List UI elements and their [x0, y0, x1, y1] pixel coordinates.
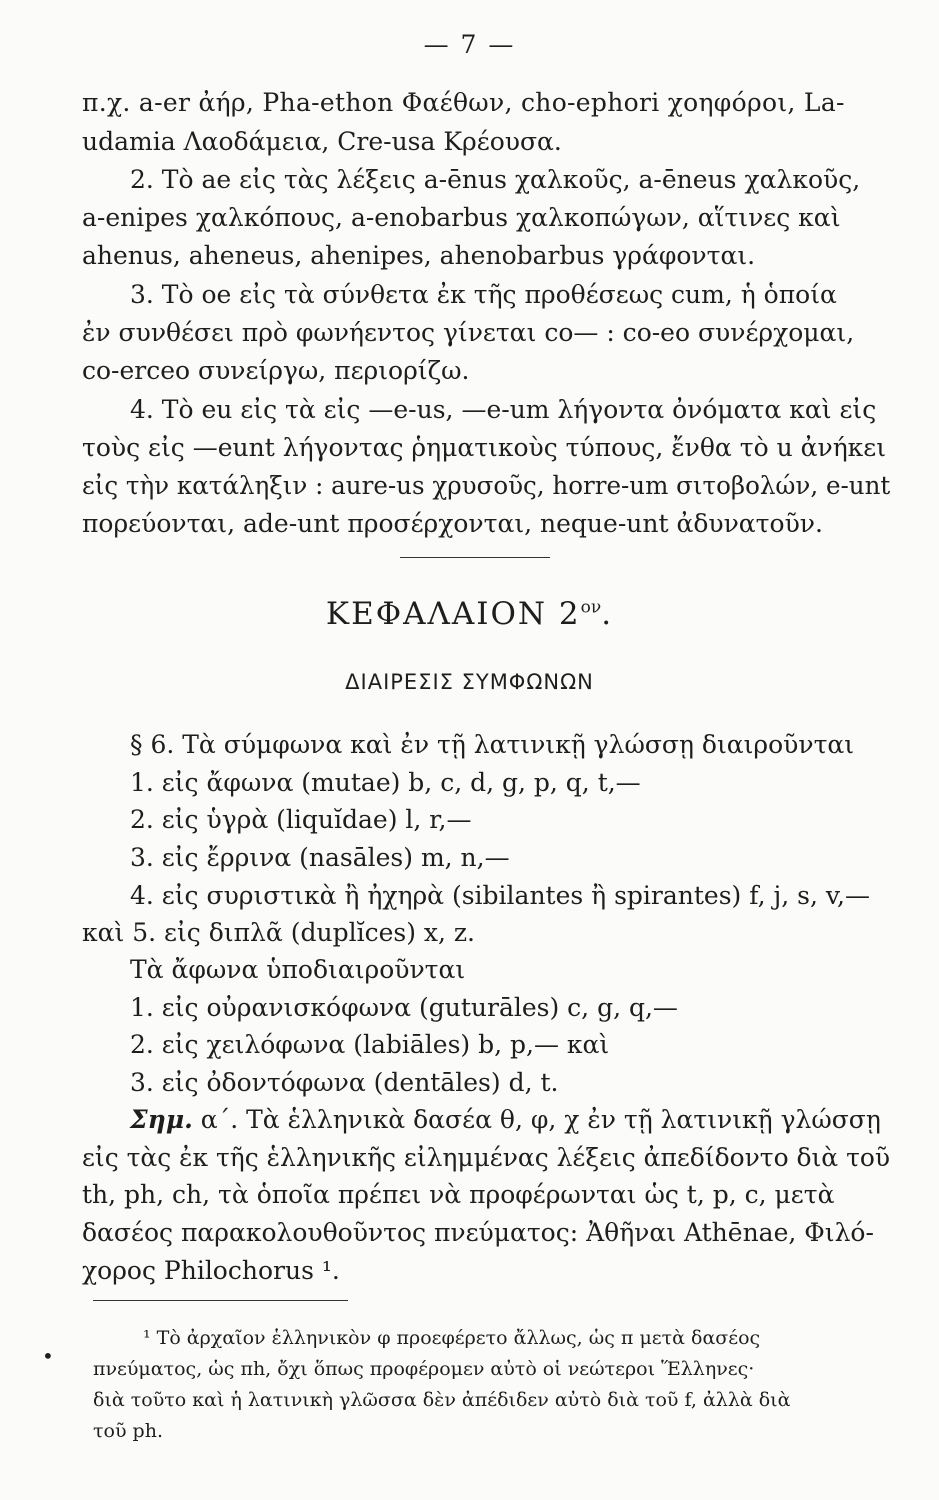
- section-line: 3. εἰς ὀδοντόφωνα (dentāles) d, t.: [130, 1068, 559, 1097]
- footnote-line: διὰ τοῦτο καὶ ἡ λατινικὴ γλῶσσα δὲν ἀπέδιδεν αὐτὸ διὰ τοῦ f, ἀλλὰ διὰ: [93, 1389, 791, 1411]
- chapter-title-sup: ον: [580, 597, 602, 618]
- note-label: Σημ.: [130, 1105, 193, 1134]
- text-line: a-enipes χαλκόπους, a-enobarbus χαλκοπώγων, αἵτινες καὶ: [82, 203, 841, 232]
- note-text: α΄. Τὰ ἑλληνικὰ δασέα θ, φ, χ ἐν τῇ λατινικῇ γλώσσῃ: [192, 1105, 881, 1134]
- chapter-title: [0, 596, 939, 632]
- text-line: co-erceo συνείργω, περιορίζω.: [82, 356, 470, 385]
- footnote-line: τοῦ ph.: [93, 1420, 163, 1442]
- note-line: [130, 1105, 881, 1135]
- section-line: 1. εἰς ἄφωνα (mutae) b, c, d, g, p, q, t,—: [130, 768, 641, 797]
- footnote-line: ¹ Τὸ ἀρχαῖον ἑλληνικὸν φ προεφέρετο ἄλλως, ὡς π μετὰ δασέος: [143, 1327, 761, 1349]
- chapter-subtitle: ΔΙΑΙΡΕΣΙΣ ΣΥΜΦΩΝΩΝ: [345, 670, 594, 694]
- text-line: 3. Τὸ oe εἰς τὰ σύνθετα ἐκ τῆς προθέσεως cum, ἡ ὁποία: [130, 280, 837, 309]
- note-line: εἰς τὰς ἐκ τῆς ἑλληνικῆς εἰλημμένας λέξεις ἀπεδίδοντο διὰ τοῦ: [82, 1143, 891, 1172]
- section-divider: [400, 557, 550, 558]
- note-line: th, ph, ch, τὰ ὁποῖα πρέπει νὰ προφέρωνται ὡς t, p, c, μετὰ: [82, 1180, 835, 1209]
- text-line: 4. Τὸ eu εἰς τὰ εἰς —e-us, —e-um λήγοντα ὀνόματα καὶ εἰς: [130, 395, 877, 424]
- footnote-divider: [93, 1300, 348, 1301]
- note-line: δασέος παρακολουθοῦντος πνεύματος: Ἀθῆναι Athēnae, Φιλό-: [82, 1218, 874, 1247]
- page-number: — 7 —: [423, 30, 516, 59]
- text-line: udamia Λαοδάμεια, Cre-usa Κρέουσα.: [82, 127, 562, 156]
- chapter-title-suffix: .: [601, 596, 614, 632]
- section-line: 4. εἰς συριστικὰ ἢ ἠχηρὰ (sibilantes ἢ spirantes) f, j, s, v,—: [130, 881, 870, 910]
- section-line: καὶ 5. εἰς διπλᾶ (duplĭces) x, z.: [82, 918, 476, 947]
- text-line: εἰς τὴν κατάληξιν : aure-us χρυσοῦς, horre-um σιτοβολών, e-unt: [82, 471, 891, 500]
- chapter-title-text: ΚΕΦΑΛΑΙΟΝ 2: [325, 596, 581, 632]
- section-line: 2. εἰς ὑγρὰ (liquĭdae) l, r,—: [130, 805, 472, 834]
- section-line: Τὰ ἄφωνα ὑποδιαιροῦνται: [130, 955, 466, 984]
- note-line: χορος Philochorus ¹.: [82, 1256, 340, 1285]
- section-line: 2. εἰς χειλόφωνα (labiāles) b, p,— καὶ: [130, 1030, 610, 1059]
- section-line: § 6. Τὰ σύμφωνα καὶ ἐν τῇ λατινικῇ γλώσσῃ διαιροῦνται: [130, 730, 855, 759]
- text-line: π.χ. a-er ἀήρ, Pha-ethon Φαέθων, cho-ephori χοηφόροι, La-: [82, 88, 845, 117]
- text-line: ahenus, aheneus, ahenipes, ahenobarbus γράφονται.: [82, 241, 756, 270]
- text-line: τοὺς εἰς —eunt λήγοντας ῥηματικοὺς τύπους, ἔνθα τὸ u ἀνήκει: [82, 433, 887, 462]
- footnote-line: πνεύματος, ὡς πh, ὄχι ὅπως προφέρομεν αὐτὸ οἱ νεώτεροι Ἕλληνες·: [93, 1358, 755, 1380]
- section-line: 3. εἰς ἔρρινα (nasāles) m, n,—: [130, 843, 510, 872]
- margin-mark: •: [42, 1344, 54, 1368]
- text-line: 2. Τὸ ae εἰς τὰς λέξεις a-ēnus χαλκοῦς, a-ēneus χαλκοῦς,: [130, 165, 861, 194]
- text-line: ἐν συνθέσει πρὸ φωνήεντος γίνεται co— : co-eo συνέρχομαι,: [82, 318, 855, 347]
- section-line: 1. εἰς οὐρανισκόφωνα (guturāles) c, g, q,—: [130, 993, 678, 1022]
- text-line: πορεύονται, ade-unt προσέρχονται, neque-unt ἀδυνατοῦν.: [82, 509, 823, 538]
